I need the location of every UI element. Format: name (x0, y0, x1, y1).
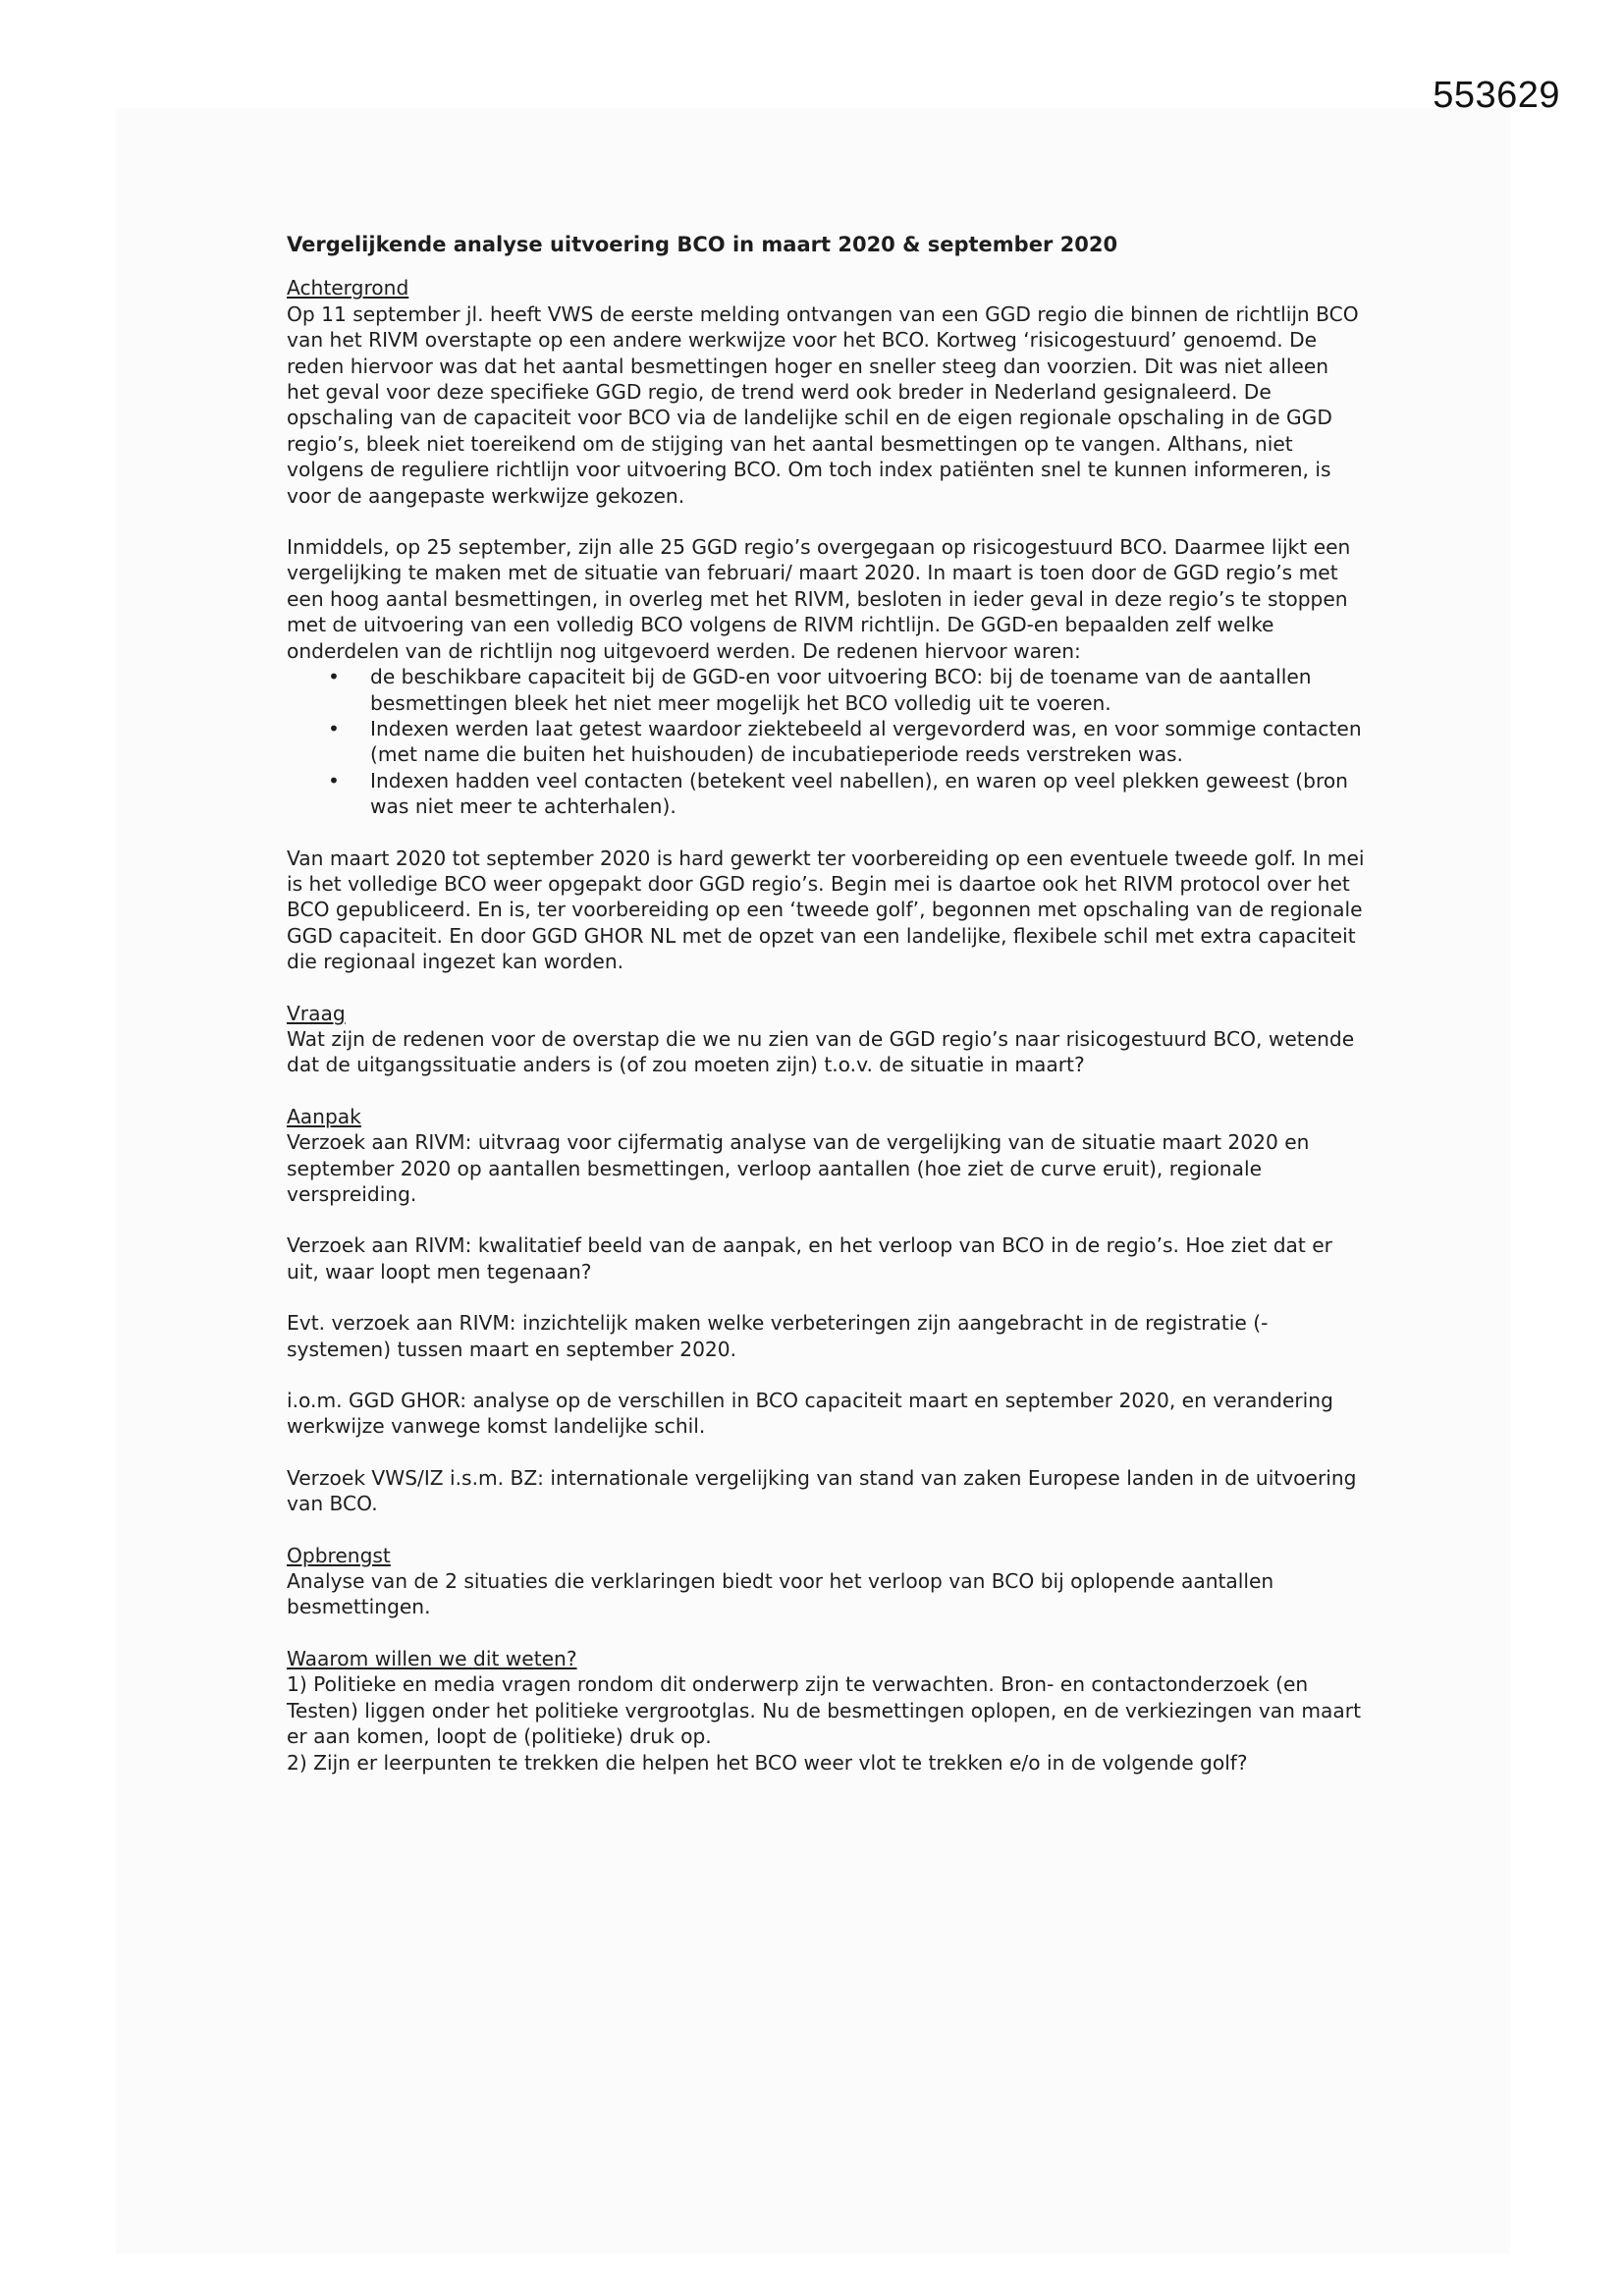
paragraph: Verzoek VWS/IZ i.s.m. BZ: internationale vergelijking van stand van zaken Europese landen in de uitvoering van BCO. (287, 1465, 1357, 1516)
document-id: 553629 (1433, 75, 1560, 116)
section-opbrengst (287, 1543, 1367, 1620)
paragraph: Verzoek aan RIVM: uitvraag voor cijfermatig analyse van de vergelijking van de situatie maart 2020 en september 2020 op aantallen besmettingen, verloop aantallen (hoe ziet de curve eruit), regionale verspreiding. (287, 1130, 1310, 1206)
section-waarom (287, 1646, 1367, 1776)
document-body (287, 232, 1367, 1776)
paragraph: Inmiddels, op 25 september, zijn alle 25 GGD regio’s overgegaan op risicogestuurd BCO. Daarmee lijkt een vergelijking te maken met de situatie van februari/ maart 2020. In maart is toen door de GGD regio’s met een hoog aantal besmettingen, in overleg met het RIVM, besloten in ieder geval in deze regio’s te stoppen met de uitvoering van een volledig BCO volgens de RIVM richtlijn. De GGD-en bepaalden zelf welke onderdelen van de richtlijn nog uitgevoerd werden. De redenen hiervoor waren: (287, 535, 1351, 663)
paragraph: Verzoek aan RIVM: kwalitatief beeld van de aanpak, en het verloop van BCO in de regio’s. Hoe ziet dat er uit, waar loopt men tegenaan? (287, 1233, 1332, 1284)
section-achtergrond (287, 275, 1367, 974)
paragraph: Op 11 september jl. heeft VWS de eerste melding ontvangen van een GGD regio die binnen de richtlijn BCO van het RIVM overstapte op een andere werkwijze voor het BCO. Kortweg ‘risicogestuurd’ genoemd. De reden hiervoor was dat het aantal besmettingen hoger en sneller steeg dan voorzien. Dit was niet alleen het geval voor deze specifieke GGD regio, de trend werd ook breder in Nederland gesignaleerd. De opschaling van de capaciteit voor BCO via de landelijke schil en de eigen regionale opschaling in de GGD regio’s, bleek niet toereikend om de stijging van het aantal besmettingen op te vangen. Althans, niet volgens de reguliere richtlijn voor uitvoering BCO. Om toch index patiënten snel te kunnen informeren, is voor de aangepaste werkwijze gekozen. (287, 301, 1359, 508)
section-vraag (287, 1001, 1367, 1078)
paragraph: Van maart 2020 tot september 2020 is hard gewerkt ter voorbereiding op een eventuele tweede golf. In mei is het volledige BCO weer opgepakt door GGD regio’s. Begin mei is daartoe ook het RIVM protocol over het BCO gepubliceerd. En is, ter voorbereiding op een ‘tweede golf’, begonnen met opschaling van de regionale GGD capaciteit. En door GGD GHOR NL met de opzet van een landelijke, flexibele schil met extra capaciteit die regionaal ingezet kan worden. (287, 846, 1365, 974)
list-item (287, 716, 1367, 768)
paragraph: 2) Zijn er leerpunten te trekken die helpen het BCO weer vlot te trekken e/o in de volgende golf? (287, 1750, 1248, 1775)
list-item-text: Indexen hadden veel contacten (betekent veel nabellen), en waren op veel plekken geweest (bron was niet meer te achterhalen). (370, 768, 1348, 819)
paragraph: Wat zijn de redenen voor de overstap die we nu zien van de GGD regio’s naar risicogestuurd BCO, wetende dat de uitgangssituatie anders is (of zou moeten zijn) t.o.v. de situatie in maart? (287, 1026, 1355, 1077)
list-item-text: de beschikbare capaciteit bij de GGD-en voor uitvoering BCO: bij de toename van de aantallen besmettingen bleek het niet meer mogelijk het BCO volledig uit te voeren. (370, 665, 1312, 715)
heading-opbrengst: Opbrengst (287, 1543, 391, 1567)
heading-waarom: Waarom willen we dit weten? (287, 1646, 577, 1670)
bullet-icon: • (328, 768, 340, 793)
bullet-icon: • (328, 716, 340, 740)
list-item-text: Indexen werden laat getest waardoor ziektebeeld al vergevorderd was, en voor sommige contacten (met name die buiten het huishouden) de incubatieperiode reeds verstreken was. (370, 716, 1362, 767)
heading-aanpak: Aanpak (287, 1104, 361, 1128)
paragraph: Analyse van de 2 situaties die verklaringen biedt voor het verloop van BCO bij oplopende aantallen besmettingen. (287, 1569, 1274, 1619)
paragraph: i.o.m. GGD GHOR: analyse op de verschillen in BCO capaciteit maart en september 2020, en verandering werkwijze vanwege komst landelijke schil. (287, 1389, 1333, 1439)
document-title: Vergelijkende analyse uitvoering BCO in maart 2020 & september 2020 (287, 233, 1118, 256)
list-item (287, 768, 1367, 820)
list-item (287, 664, 1367, 716)
paragraph: Evt. verzoek aan RIVM: inzichtelijk maken welke verbeteringen zijn aangebracht in de registratie (-systemen) tussen maart en september 2020. (287, 1311, 1269, 1361)
section-aanpak (287, 1104, 1367, 1517)
heading-vraag: Vraag (287, 1001, 346, 1025)
bullet-icon: • (328, 665, 340, 689)
paragraph: 1) Politieke en media vragen rondom dit onderwerp zijn te verwachten. Bron- en contactonderzoek (en Testen) liggen onder het politieke vergrootglas. Nu de besmettingen oplopen, en de verkiezingen van maart er aan komen, loopt de (politieke) druk op. (287, 1672, 1361, 1749)
bullet-list (287, 664, 1367, 819)
heading-achtergrond: Achtergrond (287, 276, 409, 301)
